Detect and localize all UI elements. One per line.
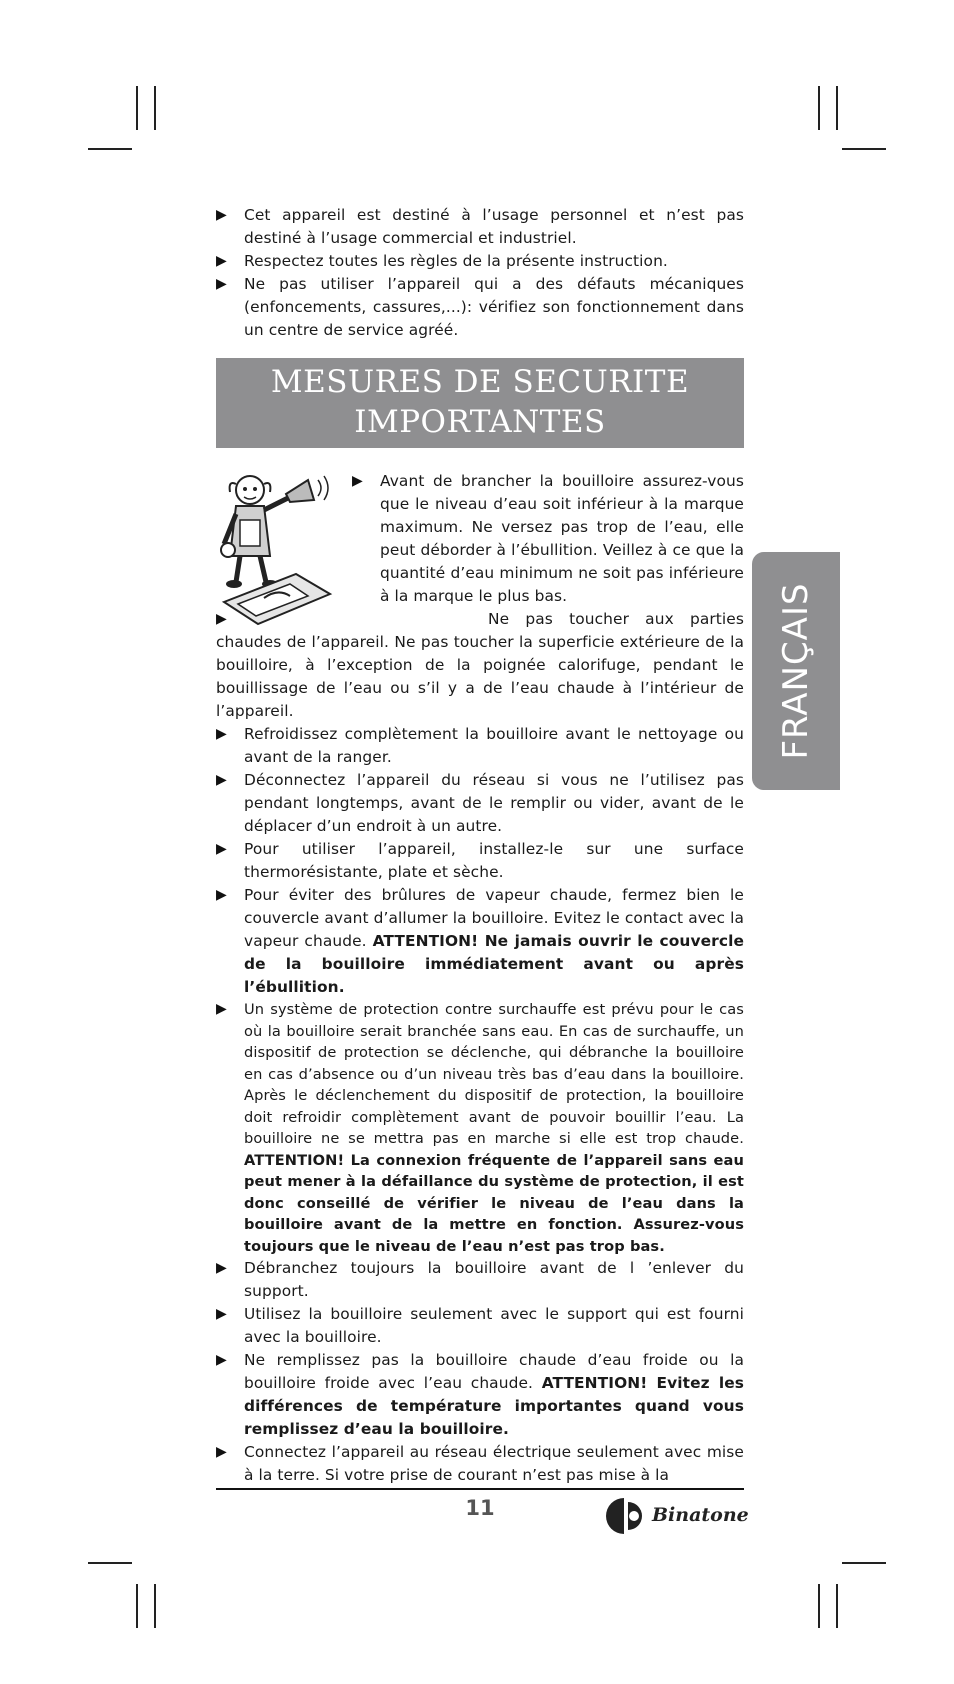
warning-text: ATTENTION! La connexion fréquente de l’appareil sans eau peut mener à la défaillance du système de protection, il est donc conseillé de vérifier le niveau de l’eau dans la bouilloire avant de la mettre en fonction. Assurez-vous toujours que le niveau de l’eau n’est pas trop bas. <box>244 1151 744 1255</box>
intro-list <box>216 204 744 342</box>
list-item: ▶ Déconnectez l’appareil du réseau si vous ne l’utilisez pas pendant longtemps, avant de le remplir ou vider, avant de le déplacer d’un endroit à un autre. <box>216 769 744 838</box>
list-item: ▶ Refroidissez complètement la bouilloire avant le nettoyage ou avant de la ranger. <box>216 723 744 769</box>
section-heading <box>216 358 744 448</box>
warning-text: ATTENTION! Ne jamais ouvrir le couvercle de la bouilloire immédiatement avant ou après l’ébullition. <box>244 932 744 996</box>
language-tab-label: FRANÇAIS <box>776 582 816 760</box>
brand-name: Binatone <box>652 1504 749 1526</box>
section-title-line-1: MESURES DE SECURITE <box>270 364 690 400</box>
crop-mark <box>818 86 820 130</box>
crop-mark <box>842 1562 886 1564</box>
list-item-text: Ne remplissez pas la bouilloire chaude d’eau froide ou la bouilloire froide avec l’eau chaude. <box>244 1351 744 1392</box>
list-item <box>216 608 744 723</box>
list-item: ▶ Cet appareil est destiné à l’usage personnel et n’est pas destiné à l’usage commercial et industriel. <box>216 204 744 250</box>
list-item-text: Un système de protection contre surchauffe est prévu pour le cas où la bouilloire serait branchée sans eau. En cas de surchauffe, un dispositif de protection se déclenche, qui débranche la bouilloire en cas d’absence ou d’un niveau très bas d’eau dans la bouilloire. Après le déclenchement du dispositif de protection, la bouilloire doit refroidir complètement avant de pouvoir bouillir l’eau. La bouilloire ne se mettra pas en marche si elle est trop chaude. <box>244 1001 744 1147</box>
crop-mark <box>88 1562 132 1564</box>
crop-mark <box>88 148 132 150</box>
list-item: ▶ Utilisez la bouilloire seulement avec le support qui est fourni avec la bouilloire. <box>216 1303 744 1349</box>
list-item <box>216 884 744 999</box>
list-item: ▶ Avant de brancher la bouilloire assurez-vous que le niveau d’eau soit inférieur à la marque maximum. Ne versez pas trop de l’eau, elle peut déborder à l’ébullition. Veillez à ce que la quantité d’eau minimum ne soit pas inférieure à la marque le plus bas. <box>352 470 744 608</box>
page-number: 11 <box>465 1496 495 1520</box>
list-item <box>216 999 744 1257</box>
language-tab <box>752 552 840 790</box>
crop-mark <box>154 86 156 130</box>
warning-text: ATTENTION! Evitez les différences de température importantes quand vous remplissez d’eau la bouilloire. <box>244 1374 744 1438</box>
brand-logo <box>604 1496 749 1536</box>
crop-mark <box>136 86 138 130</box>
binatone-logo-icon <box>604 1496 648 1536</box>
list-item: ▶ Débranchez toujours la bouilloire avant de l ’enlever du support. <box>216 1257 744 1303</box>
crop-mark <box>836 86 838 130</box>
list-item: ▶ Respectez toutes les règles de la présente instruction. <box>216 250 744 273</box>
list-item: ▶ Connectez l’appareil au réseau électrique seulement avec mise à la terre. Si votre prise de courant n’est pas mise à la <box>216 1441 744 1487</box>
list-item: ▶ Ne pas utiliser l’appareil qui a des défauts mécaniques (enfoncements, cassures,...): vérifiez son fonctionnement dans un centre de service agréé. <box>216 273 744 342</box>
safety-list <box>216 470 744 1487</box>
crop-mark <box>818 1584 820 1628</box>
crop-mark <box>836 1584 838 1628</box>
list-item: ▶ Pour utiliser l’appareil, installez-le sur une surface thermorésistante, plate et sèche. <box>216 838 744 884</box>
crop-mark <box>154 1584 156 1628</box>
page-content <box>216 204 744 1487</box>
crop-mark <box>842 148 886 150</box>
section-title-line-2: IMPORTANTES <box>354 404 606 440</box>
cartoon-man-with-megaphone-illustration <box>216 470 348 630</box>
list-item-text: ▶ Ne pas toucher aux parties chaudes de l’appareil. Ne pas toucher la superficie extérieure de la bouilloire, à l’exception de la poignée calorifuge, pendant le bouillissage de l’eau ou s’il y a de l’eau chaude à l’intérieur de l’appareil. <box>216 610 744 720</box>
footer-divider <box>216 1488 744 1490</box>
list-item-text: Pour éviter des brûlures de vapeur chaude, fermez bien le couvercle avant d’allumer la bouilloire. Evitez le contact avec la vapeur chaude. <box>244 886 744 950</box>
list-item <box>216 1349 744 1441</box>
crop-mark <box>136 1584 138 1628</box>
